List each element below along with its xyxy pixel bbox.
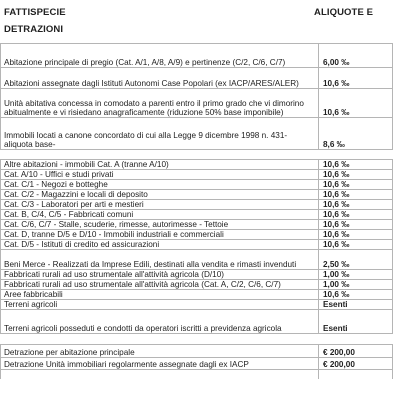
row-description: Aree fabbricabili [1,289,319,299]
table-row [1,239,393,249]
row-rate: 10,6 ‰ [319,88,393,117]
row-description: Fabbricati rurali ad uso strumentale all'attività agricola (Cat. A, C/2, C/6, C/7) [1,279,319,289]
table-row [1,249,393,269]
row-description: Cat. C/1 - Negozi e botteghe [1,179,319,189]
row-rate: 10,6 ‰ [319,219,393,229]
row-rate: 2,50 ‰ [319,249,393,269]
row-description: Cat. A/10 - Uffici e studi privati [1,169,319,179]
row-description: Unità abitativa concessa in comodato a parenti entro il primo grado che vi dimorino abitualmente e vi risiedano anagraficamente (riduzione 50% base imponibile) [1,88,319,117]
row-rate: € 200,00 [319,357,393,369]
table-row [1,88,393,117]
row-rate: 10,6 ‰ [319,209,393,219]
row-rate: € 200,00 [319,344,393,357]
table-row [1,67,393,88]
row-description: Abitazione principale di pregio (Cat. A/1, A/8, A/9) e pertinenze (C/2, C/6, C/7) [1,43,319,67]
row-description: Beni Merce - Realizzati da Imprese Edili, destinati alla vendita e rimasti invenduti [1,249,319,269]
table-row [1,199,393,209]
row-rate: 10,6 ‰ [319,229,393,239]
row-description: Cat. C/6, C/7 - Stalle, scuderie, rimesse, autorimesse - Tettoie [1,219,319,229]
row-description: Cat. D, tranne D/5 e D/10 - Immobili industriali e commerciali [1,229,319,239]
row-rate: 1,00 ‰ [319,279,393,289]
row-description: Cat. B, C/4, C/5 - Fabbricati comuni [1,209,319,219]
header-fattispecie: FATTISPECIE [4,7,66,18]
row-rate: 1,00 ‰ [319,269,393,279]
header-spacer-row [1,0,393,43]
row-rate: 10,6 ‰ [319,199,393,209]
table-row-cut [1,369,393,379]
table-row [1,117,393,149]
row-description: Detrazione Unità immobiliari regolarmente assegnate dagli ex IACP [1,357,319,369]
row-rate: 10,6 ‰ [319,169,393,179]
row-rate: 10,6 ‰ [319,67,393,88]
table-row [1,279,393,289]
row-description: Terreni agricoli posseduti e condotti da operatori iscritti a previdenza agricola [1,309,319,333]
table-row [1,309,393,333]
row-description: Cat. D/5 - Istituti di credito ed assicurazioni [1,239,319,249]
row-rate: Esenti [319,299,393,309]
row-description: Terreni agricoli [1,299,319,309]
table-row [1,229,393,239]
table-row [1,169,393,179]
table-row [1,43,393,67]
table-row [1,289,393,299]
row-description: Immobili locati a canone concordato di cui alla Legge 9 dicembre 1998 n. 431- aliquota base- [1,117,319,149]
group-gap-row [1,333,393,344]
row-rate: 10,6 ‰ [319,289,393,299]
table-row [1,219,393,229]
row-description: Fabbricati rurali ad uso strumentale all'attività agricola (D/10) [1,269,319,279]
header-aliquote: ALIQUOTE E [314,7,374,18]
row-description: Cat. C/3 - Laboratori per arti e mestieri [1,199,319,209]
table-row [1,269,393,279]
row-description: Cat. C/2 - Magazzini e locali di deposito [1,189,319,199]
table-row [1,159,393,169]
table-row [1,179,393,189]
table-row [1,344,393,357]
row-description: Abitazioni assegnate dagli Istituti Autonomi Case Popolari (ex IACP/ARES/ALER) [1,67,319,88]
header-detrazioni: DETRAZIONI [4,24,64,35]
row-rate: 10,6 ‰ [319,189,393,199]
group-gap-row [1,149,393,159]
table-row [1,299,393,309]
row-rate: 8,6 ‰ [319,117,393,149]
row-description: Altre abitazioni - immobili Cat. A (tranne A/10) [1,159,319,169]
row-rate: 10,6 ‰ [319,239,393,249]
table-row [1,189,393,199]
row-rate: 10,6 ‰ [319,159,393,169]
table-row [1,209,393,219]
row-description: Detrazione per abitazione principale [1,344,319,357]
row-rate: 6,00 ‰ [319,43,393,67]
table-row [1,357,393,369]
row-rate: Esenti [319,309,393,333]
row-rate: 10,6 ‰ [319,179,393,189]
